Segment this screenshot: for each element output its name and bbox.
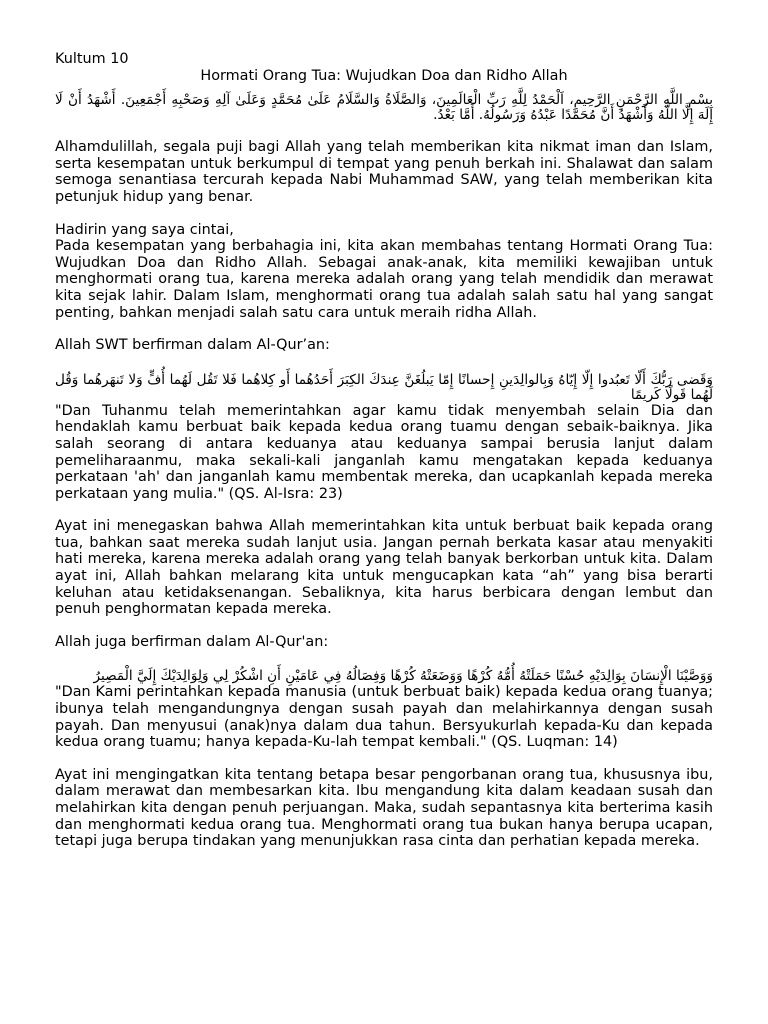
- document-title: Hormati Orang Tua: Wujudkan Doa dan Ridho Allah: [200, 67, 568, 84]
- paragraph-luqman-explanation: Ayat ini mengingatkan kita tentang betapa besar pengorbanan orang tua, khususnya ibu, dalam merawat dan membesarkan kita. Ibu mengandung kita dalam keadaan susah dan melahirkan kita dengan penuh perjuangan. Maka, sudah sepantasnya kita berterima kasih dan menghormati kedua orang tua. Menghormati orang tua bukan hanya berupa ucapan, tetapi juga berupa tindakan yang menunjukkan rasa cinta dan perhatian kepada mereka.: [55, 766, 713, 850]
- paragraph-topic-intro: Pada kesempatan yang berbahagia ini, kita akan membahas tentang Hormati Orang Tua: Wujudkan Doa dan Ridho Allah. Sebagai anak-anak, kita memiliki kewajiban untuk menghormati orang tua, karena mereka adalah orang yang telah mendidik dan merawat kita sejak lahir. Dalam Islam, menghormati orang tua adalah salah satu hal yang sangat penting, bahkan menjadi salah satu cara untuk meraih ridha Allah.: [55, 238, 713, 321]
- verse-intro-al-isra: Allah SWT berfirman dalam Al-Qur’an:: [55, 337, 330, 354]
- paragraph-opening-praise: Alhamdulillah, segala puji bagi Allah yang telah memberikan kita nikmat iman dan Islam, serta kesempatan untuk berkumpul di tempat yang penuh berkah ini. Shalawat dan salam semoga senantiasa tercurah kepada Nabi Muhammad SAW, yang telah memberikan kita petunjuk hidup yang benar.: [55, 139, 713, 205]
- greeting-line: Hadirin yang saya cintai,: [55, 221, 234, 238]
- verse-intro-luqman: Allah juga berfirman dalam Al-Qur'an:: [55, 633, 329, 650]
- verse-translation-al-isra: "Dan Tuhanmu telah memerintahkan agar kamu tidak menyembah selain Dia dan hendaklah kamu berbuat baik kepada kedua orang tuamu dengan sebaik-baiknya. Jika salah seorang di antara keduanya atau keduanya sampai berusia lanjut dalam pemeliharaanmu, maka sekali-kali janganlah kamu mengatakan kepada keduanya perkataan 'ah' dan janganlah kamu membentak mereka, dan ucapkanlah kepada mereka perkataan yang mulia." (QS. Al-Isra: 23): [55, 402, 713, 502]
- document-page: [55, 51, 713, 850]
- verse-arabic-luqman: وَوَصَّيْنَا الْإِنسَانَ بِوَالِدَيْهِ حُسْنًا حَمَلَتْهُ أُمُّهُ كُرْهًا وَوَضَعَتْهُ كُرْهًا وَفِصَالُهُ فِي عَامَيْنِ أَنِ اشْكُرْ لِي وَلِوَالِدَيْكَ إِلَيَّ الْمَصِيرُ: [93, 668, 713, 685]
- verse-translation-luqman: "Dan Kami perintahkan kepada manusia (untuk berbuat baik) kepada kedua orang tuanya; ibunya telah mengandungnya dengan susah payah dan melahirkannya dengan susah payah. Dan menyusui (anak)nya dalam dua tahun. Bersyukurlah kepada-Ku dan kepada kedua orang tuamu; hanya kepada-Ku-lah tempat kembali." (QS. Luqman: 14): [55, 684, 713, 751]
- opening-arabic-text: بِسْمِ اللَّهِ الرَّحْمَنِ الرَّحِيمِ، اَلْحَمْدُ لِلَّهِ رَبِّ الْعَالَمِينَ، وَالصَّلَاةُ وَالسَّلَامُ عَلَىٰ مُحَمَّدٍ وَعَلَىٰ آلِهِ وَصَحْبِهِ أَجْمَعِينَ. أَشْهَدُ أَنْ لَا إِلَهَ إِلَّا اللَّهُ وَأَشْهَدُ أَنَّ مُحَمَّدًا عَبْدُهُ وَرَسُولُهُ. أَمَّا بَعْدُ.: [55, 92, 713, 124]
- paragraph-al-isra-explanation: Ayat ini menegaskan bahwa Allah memerintahkan kita untuk berbuat baik kepada orang tua, bahkan saat mereka sudah lanjut usia. Jangan pernah berkata kasar atau menyakiti hati mereka, karena mereka adalah orang yang telah banyak berkorban untuk kita. Dalam ayat ini, Allah bahkan melarang kita untuk mengucapkan kata “ah” yang bisa berarti keluhan atau ketidaksenangan. Sebaliknya, kita harus berbicara dengan lembut dan penuh penghormatan kepada mereka.: [55, 518, 713, 618]
- document-label: Kultum 10: [55, 51, 129, 67]
- verse-arabic-al-isra: وَقَضى رَبُّكَ أَلّا تَعبُدوا إِلّا إِيّاهُ وَبِالوالِدَينِ إِحسانًا إِمّا يَبلُغَنَّ عِندَكَ الكِبَرَ أَحَدُهُما أَو كِلاهُما فَلا تَقُل لَهُما أُفٍّ وَلا تَنهَرهُما وَقُل لَهُما قَولًا كَريمًا: [55, 371, 713, 403]
